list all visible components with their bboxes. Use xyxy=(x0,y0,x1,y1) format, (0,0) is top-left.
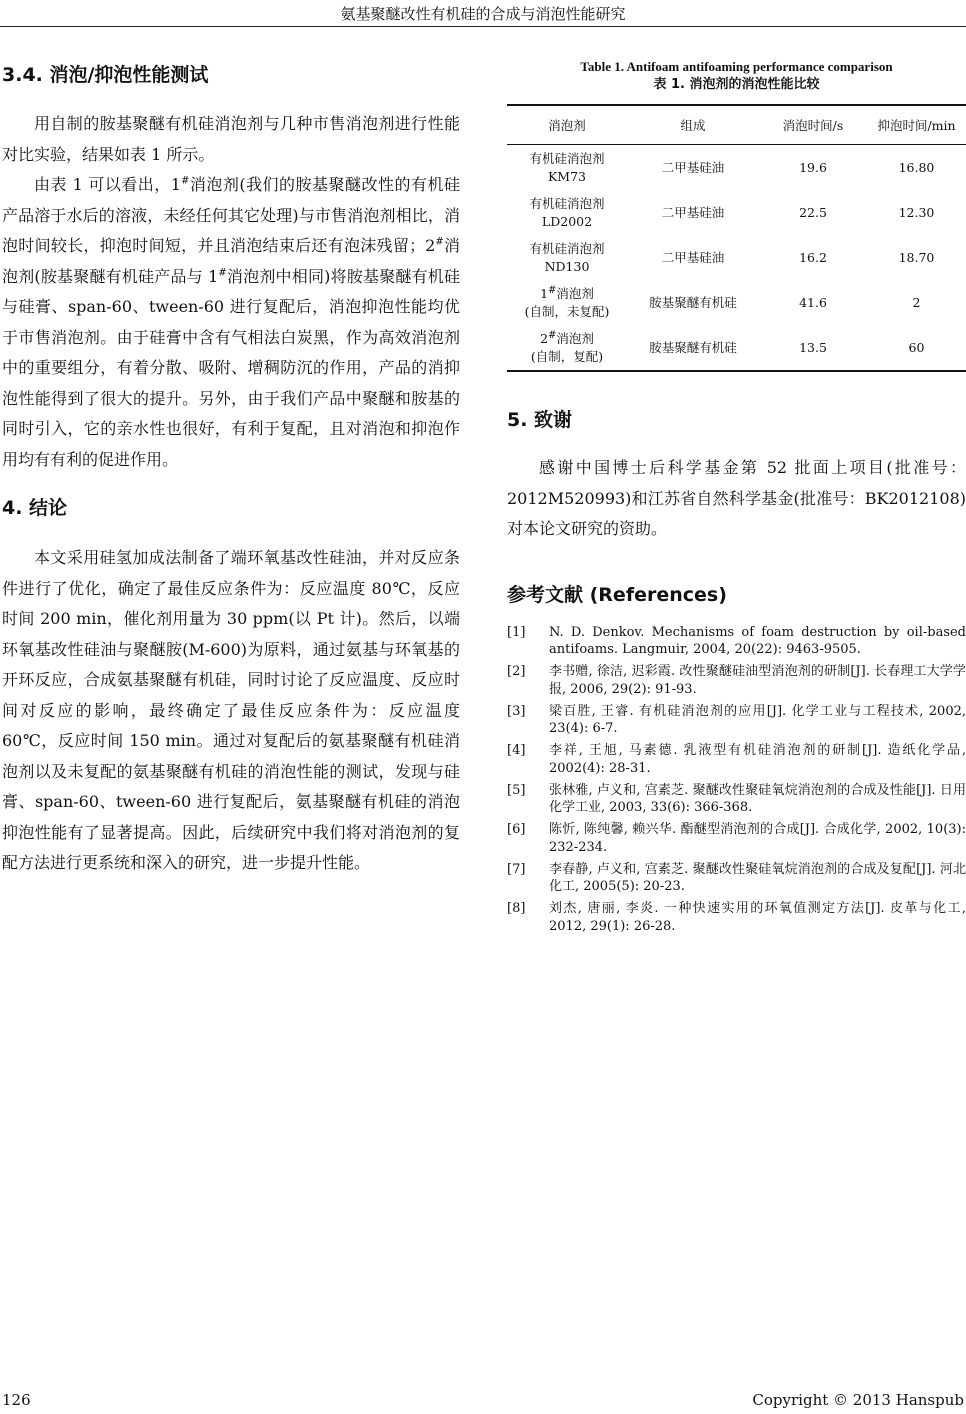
cell-name-line1: 消泡剂 xyxy=(556,285,594,301)
sup-hash: # xyxy=(218,267,227,279)
cell-name-number: 2 xyxy=(540,330,549,346)
cell-defoam-time: 13.5 xyxy=(759,325,867,371)
section-3-4-heading: 3.4. 消泡/抑泡性能测试 xyxy=(2,64,209,86)
sup-hash: # xyxy=(180,175,190,187)
cell-composition: 胺基聚醚有机硅 xyxy=(649,294,737,310)
defoamer-comparison-table xyxy=(507,104,966,372)
table-caption-en: Table 1. Antifoam antifoaming performance comparison xyxy=(580,59,893,74)
col-header-composition: 组成 xyxy=(627,105,759,145)
cell-name-line2: LD2002 xyxy=(541,213,593,229)
table-row xyxy=(507,235,966,280)
section-5-heading: 5. 致谢 xyxy=(507,409,573,431)
cell-defoam-time: 41.6 xyxy=(799,294,827,310)
cell-composition: 二甲基硅油 xyxy=(661,204,725,220)
table-row xyxy=(507,190,966,235)
sup-hash: # xyxy=(548,329,557,341)
col-header-defoam-time: 消泡时间/s xyxy=(759,105,867,145)
cell-composition: 二甲基硅油 xyxy=(661,249,725,265)
section-4-paragraph: 本文采用硅氢加成法制备了端环氧基改性硅油，并对反应条件进行了优化，确定了最佳反应条件为：反应温度 80℃，反应时间 200 min，催化剂用量为 30 ppm(以 Pt 计)。然后，以端环氧基改性硅油与聚醚胺(M-600)为原料，通过氨基与环氧基的开环反应，合成氨基聚醚有机硅，同时讨论了反应温度、反应时间对反应的影响，最终确定了最佳反应条件为：反应温度 60℃，反应时间 150 min。通过对复配后的氨基聚醚有机硅消泡剂以及未复配的氨基聚醚有机硅的消泡性能的测试，发现与硅膏、span-60、tween-60 进行复配后，氨基聚醚有机硅的消泡抑泡性能有了显著提高。因此，后续研究中我们将对消泡剂的复配方法进行更系统和深入的研究，进一步提升性能。 xyxy=(2,548,460,872)
reference-number: [6] xyxy=(507,822,526,837)
reference-number: [3] xyxy=(507,703,526,719)
cell-name-line1: 消泡剂 xyxy=(556,330,594,346)
p2-part-b: 消泡剂(我们的胺基聚醚改性的有机硅产品溶于水后的溶液，未经任何其它处理)与市售消泡剂相比，消泡时间较长，抑泡时间短，并且消泡结束后还有泡沫残留；2 xyxy=(2,175,460,255)
list-item xyxy=(507,821,966,856)
list-item xyxy=(507,624,966,659)
section-4-heading: 4. 结论 xyxy=(2,497,68,519)
cell-defoamer xyxy=(507,325,627,371)
reference-number: [5] xyxy=(507,782,526,798)
running-head: 氨基聚醚改性有机硅的合成与消泡性能研究 xyxy=(340,5,626,23)
cell-composition: 胺基聚醚有机硅 xyxy=(627,325,759,371)
cell-name-number: 1 xyxy=(540,285,549,301)
cell-defoamer xyxy=(507,235,627,280)
cell-defoam-time: 16.2 xyxy=(799,249,827,265)
cell-name-line2: (自制，复配) xyxy=(530,348,604,364)
table-row xyxy=(507,145,966,191)
cell-defoam-time: 19.6 xyxy=(799,159,827,175)
right-column xyxy=(507,58,966,940)
section-3-4-paragraph-2 xyxy=(2,170,460,475)
p2-part-c: 消泡剂(胺基聚醚有机硅产品与 1 xyxy=(2,236,460,286)
left-column xyxy=(2,58,460,879)
cell-defoam-time: 22.5 xyxy=(799,204,827,220)
list-item xyxy=(507,900,966,935)
reference-number: [4] xyxy=(507,743,526,758)
cell-composition: 二甲基硅油 xyxy=(661,159,725,175)
cell-inhibit-time: 60 xyxy=(867,325,966,371)
table-caption-zh: 表 1. 消泡剂的消泡性能比较 xyxy=(653,77,820,92)
col-header-inhibit-time: 抑泡时间/min xyxy=(867,105,966,145)
table-header-row xyxy=(507,105,966,145)
cell-inhibit-time: 2 xyxy=(912,294,921,310)
reference-text: 陈忻, 陈纯馨, 赖兴华. 酯醚型消泡剂的合成[J]. 合成化学, 2002, 10(3): 232-234. xyxy=(549,822,966,855)
cell-defoamer xyxy=(507,280,627,325)
copyright-notice: Copyright © 2013 Hanspub xyxy=(752,1391,964,1409)
cell-inhibit-time: 12.30 xyxy=(898,204,935,220)
page-number: 126 xyxy=(2,1391,31,1409)
reference-text: 李书赠, 徐洁, 迟彩霞. 改性聚醚硅油型消泡剂的研制[J]. 长春理工大学学报, 2006, 29(2): 91-93. xyxy=(549,664,966,697)
reference-text: 梁百胜, 王睿. 有机硅消泡剂的应用[J]. 化学工业与工程技术, 2002, 23(4): 6-7. xyxy=(549,703,966,736)
col-header-defoamer: 消泡剂 xyxy=(507,105,627,145)
reference-list xyxy=(507,624,966,936)
cell-inhibit-time: 16.80 xyxy=(898,159,935,175)
cell-name-line1: 有机硅消泡剂 xyxy=(529,240,605,256)
reference-text: 李春静, 卢义和, 宫素芝. 聚醚改性聚硅氧烷消泡剂的合成及复配[J]. 河北化工, 2005(5): 20-23. xyxy=(549,861,966,894)
cell-name-line2: (自制，未复配) xyxy=(524,303,610,319)
reference-text: 刘杰, 唐丽, 李炎. 一种快速实用的环氧值测定方法[J]. 皮革与化工, 2012, 29(1): 26-28. xyxy=(549,901,966,934)
reference-text: 李祥, 王旭, 马素德. 乳液型有机硅消泡剂的研制[J]. 造纸化学品, 2002(4): 28-31. xyxy=(549,743,966,776)
reference-text: 张林雅, 卢义和, 宫素芝. 聚醚改性聚硅氧烷消泡剂的合成及性能[J]. 日用化学工业, 2003, 33(6): 366-368. xyxy=(549,782,966,815)
acknowledgement-paragraph: 感谢中国博士后科学基金第 52 批面上项目(批准号：2012M520993)和江苏省自然科学基金(批准号：BK2012108)对本论文研究的资助。 xyxy=(507,458,966,538)
reference-number: [7] xyxy=(507,861,526,877)
p2-part-d: 消泡剂中相同)将胺基聚醚有机硅与硅膏、span-60、tween-60 进行复配后，消泡抑泡性能均优于市售消泡剂。由于硅膏中含有气相法白炭黑，作为高效消泡剂中的重要组分，有着分散、吸附、增稠防沉的作用，产品的消抑泡性能得到了很大的提升。另外，由于我们产品中聚醚和胺基的同时引入，它的亲水性也很好，有利于复配，且对消泡和抑泡作用均有有利的促进作用。 xyxy=(2,266,460,469)
header-rule xyxy=(0,26,966,27)
cell-name-line2: KM73 xyxy=(547,168,587,184)
cell-name-line1: 有机硅消泡剂 xyxy=(529,195,605,211)
list-item xyxy=(507,663,966,698)
p2-part-a: 由表 1 可以看出，1 xyxy=(34,175,181,194)
cell-inhibit-time: 18.70 xyxy=(898,249,935,265)
list-item xyxy=(507,703,966,738)
cell-defoamer xyxy=(507,190,627,235)
cell-name-line1: 有机硅消泡剂 xyxy=(529,150,605,166)
cell-defoamer xyxy=(507,145,627,191)
reference-number: [1] xyxy=(507,624,526,640)
sup-hash: # xyxy=(435,236,444,248)
list-item xyxy=(507,861,966,896)
table-row xyxy=(507,280,966,325)
list-item xyxy=(507,742,966,777)
reference-number: [8] xyxy=(507,901,526,916)
table-row xyxy=(507,325,966,371)
references-heading: 参考文献 (References) xyxy=(507,583,727,606)
reference-text: N. D. Denkov. Mechanisms of foam destruction by oil-based antifoams. Langmuir, 2004, 20(22): 9463-9505. xyxy=(549,624,966,657)
cell-name-line2: ND130 xyxy=(544,258,590,274)
reference-number: [2] xyxy=(507,664,526,679)
list-item xyxy=(507,782,966,817)
section-3-4-paragraph-1: 用自制的胺基聚醚有机硅消泡剂与几种市售消泡剂进行性能对比实验，结果如表 1 所示。 xyxy=(2,114,460,164)
sup-hash: # xyxy=(548,284,557,296)
